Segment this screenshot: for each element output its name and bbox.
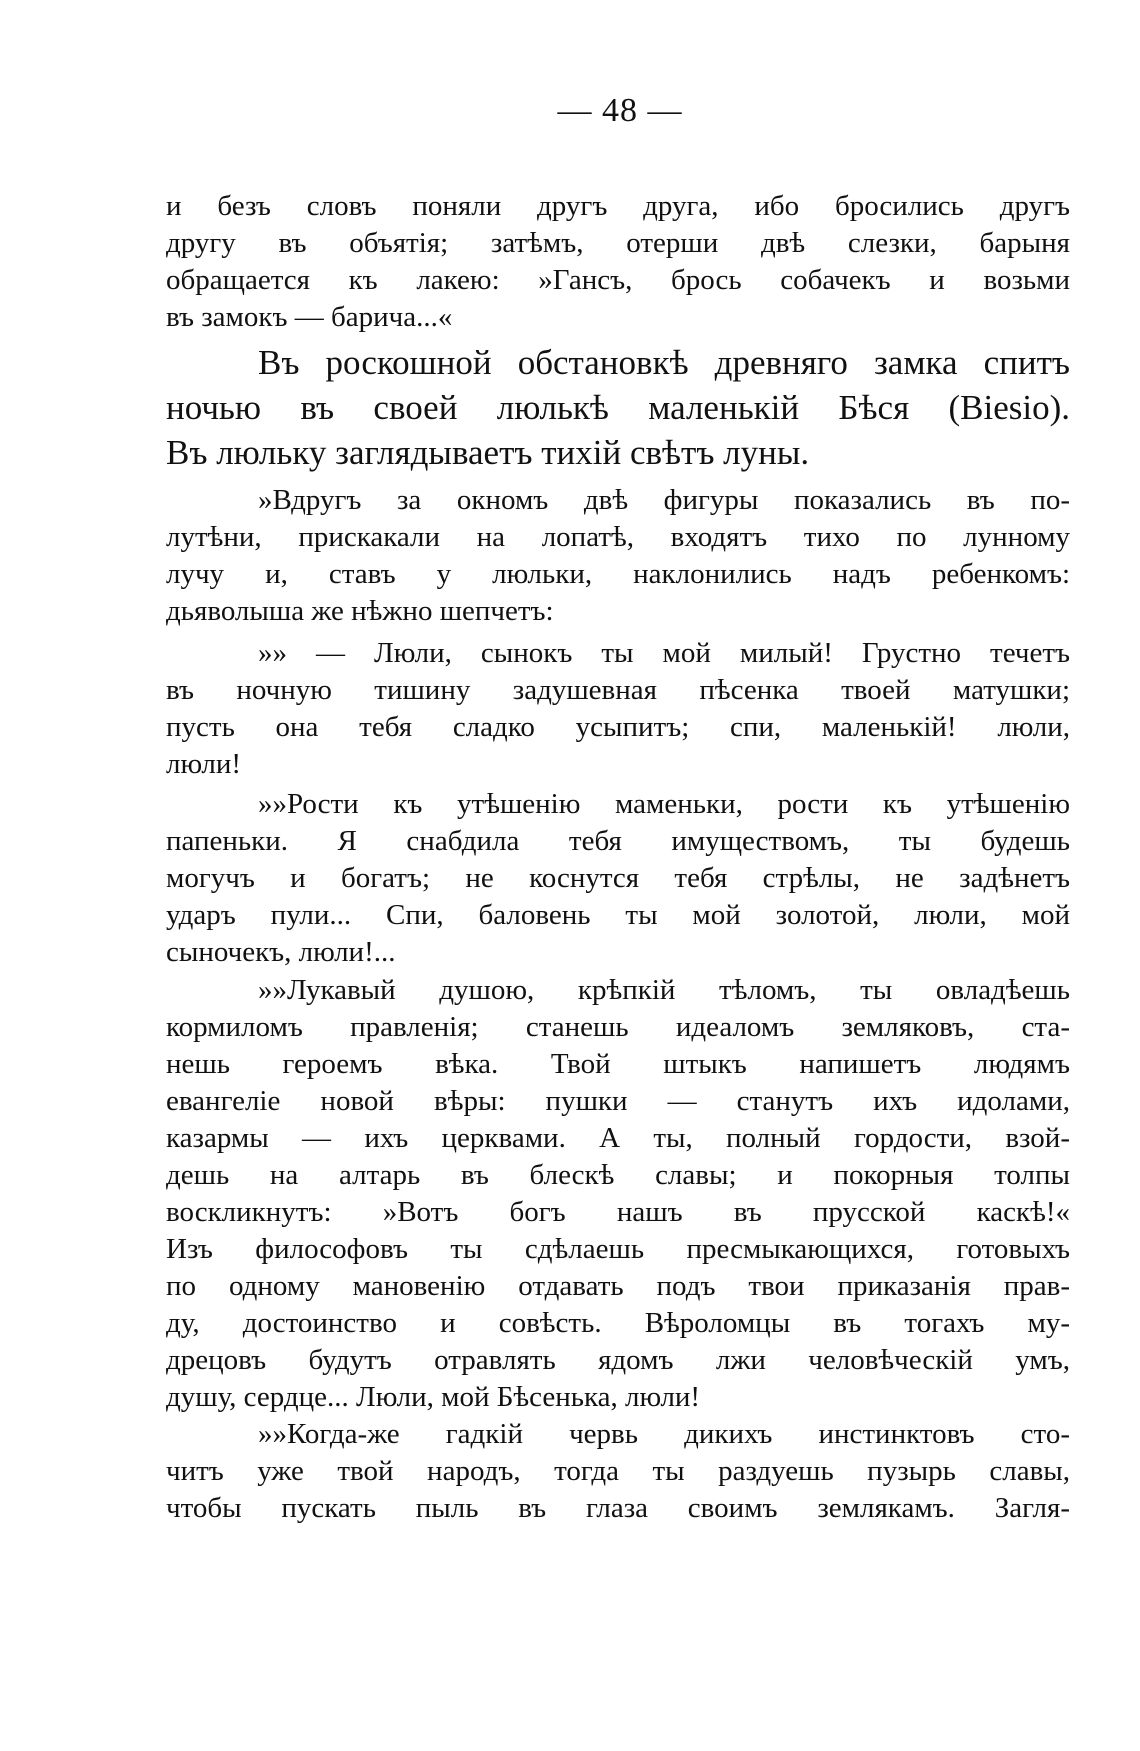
text-line: люли! (166, 748, 242, 780)
paragraph (166, 482, 1070, 630)
text-line: Изъ философовъ ты сдѣлаешь пресмыкающихся, готовыхъ (166, 1233, 1070, 1265)
text-line: »» — Люли, сынокъ ты мой милый! Грустно течетъ (258, 637, 1070, 669)
text-line: ударъ пули... Спи, баловень ты мой золотой, люли, мой (166, 899, 1070, 931)
paragraph-continuation (166, 188, 1070, 336)
text-line: лучу и, ставъ у люльки, наклонились надъ ребенкомъ: (166, 558, 1070, 590)
text-line: въ ночную тишину задушевная пѣсенка твоей матушки; (166, 674, 1070, 706)
text-line: дьяволыша же нѣжно шепчетъ: (166, 595, 554, 627)
paragraph (166, 635, 1070, 783)
text-line: лутѣни, прискакали на лопатѣ, входятъ тихо по лунному (166, 521, 1070, 553)
text-line: воскликнутъ: »Вотъ богъ нашъ въ прусской каскѣ!« (166, 1196, 1070, 1228)
text-line: ночью въ своей люлькѣ маленькій Бѣся (Biesio). (166, 388, 1070, 427)
text-line: душу, сердце... Люли, мой Бѣсенька, люли! (166, 1381, 701, 1413)
text-line: кормиломъ правленія; станешь идеаломъ земляковъ, ста- (166, 1011, 1070, 1043)
text-line: обращается къ лакею: »Гансъ, брось собачекъ и возьми (166, 264, 1070, 296)
text-line: папеньки. Я снабдила тебя имуществомъ, ты будешь (166, 825, 1070, 857)
text-line: »»Лукавый душою, крѣпкій тѣломъ, ты овладѣешь (258, 974, 1070, 1006)
text-line: сыночекъ, люли!... (166, 936, 396, 968)
text-line: читъ уже твой народъ, тогда ты раздуешь пузырь славы, (166, 1455, 1070, 1487)
text-line: ду, достоинство и совѣсть. Вѣроломцы въ тогахъ му- (166, 1307, 1070, 1339)
text-line: другу въ объятія; затѣмъ, отерши двѣ слезки, барыня (166, 227, 1070, 259)
text-line: по одному мановенію отдавать подъ твои приказанія прав- (166, 1270, 1070, 1302)
text-line: могучъ и богатъ; не коснутся тебя стрѣлы, не задѣнетъ (166, 862, 1070, 894)
text-line: и безъ словъ поняли другъ друга, ибо бросились другъ (166, 190, 1070, 222)
text-line: дрецовъ будутъ отравлять ядомъ лжи человѣческій умъ, (166, 1344, 1070, 1376)
text-line: нешь героемъ вѣка. Твой штыкъ напишетъ людямъ (166, 1048, 1070, 1080)
text-line: евангеліе новой вѣры: пушки — станутъ ихъ идолами, (166, 1085, 1070, 1117)
text-line: Въ люльку заглядываетъ тихій свѣтъ луны. (166, 433, 810, 472)
paragraph (166, 1416, 1070, 1527)
text-line: »»Рости къ утѣшенію маменьки, рости къ утѣшенію (258, 788, 1070, 820)
scene-description (166, 340, 1070, 475)
page-number: — 48 — (557, 92, 683, 129)
text-line: чтобы пускать пыль въ глаза своимъ землякамъ. Загля- (166, 1492, 1070, 1524)
paragraph (166, 786, 1070, 971)
text-line: дешь на алтарь въ блескѣ славы; и покорныя толпы (166, 1159, 1070, 1191)
text-line: казармы — ихъ церквами. А ты, полный гордости, взой- (166, 1122, 1070, 1154)
text-line: Въ роскошной обстановкѣ древняго замка спитъ (258, 343, 1070, 382)
text-line: въ замокъ — барича...« (166, 301, 453, 333)
text-line: »Вдругъ за окномъ двѣ фигуры показались въ по- (258, 484, 1070, 516)
text-line: »»Когда-же гадкій червь дикихъ инстинктовъ сто- (258, 1418, 1070, 1450)
paragraph (166, 972, 1070, 1416)
text-line: пусть она тебя сладко усыпитъ; спи, маленькій! люли, (166, 711, 1070, 743)
